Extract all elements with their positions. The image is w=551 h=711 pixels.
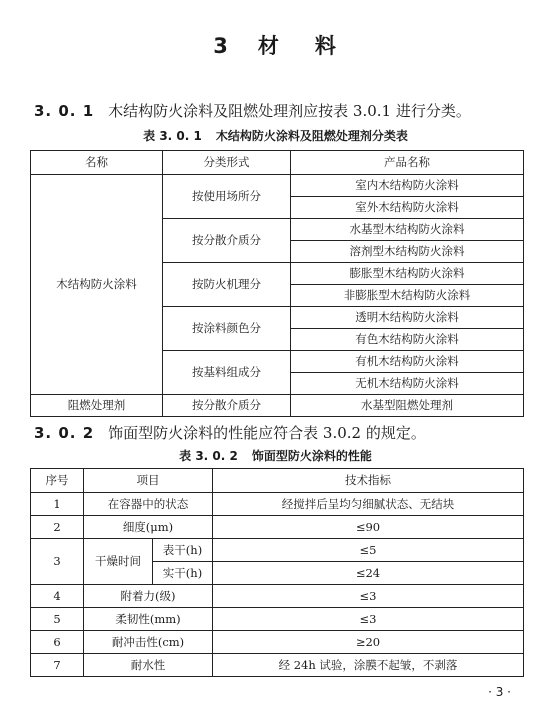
spec-cell: ≥20 [213,631,524,654]
table-row [31,175,524,197]
product-cell: 水基型木结构防火涂料 [291,219,524,241]
item-cell: 柔韧性(mm) [84,608,213,631]
table-header-row [31,469,524,493]
page-number: · 3 · [488,685,511,699]
table-header-row [31,151,524,175]
table-caption-number: 表 3. 0. 1 [143,129,202,143]
product-cell: 膨胀型木结构防火涂料 [291,263,524,285]
no-cell: 5 [31,608,84,631]
item-cell: 细度(μm) [84,516,213,539]
item-cell: 干燥时间 [84,539,153,585]
table-caption-title: 木结构防火涂料及阻燃处理剂分类表 [215,129,408,143]
no-cell: 2 [31,516,84,539]
table-row [31,608,524,631]
product-cell: 非膨胀型木结构防火涂料 [291,285,524,307]
table-row [31,654,524,677]
spec-cell: ≤90 [213,516,524,539]
table-row [31,585,524,608]
spec-cell: ≤5 [213,539,524,562]
product-cell: 溶剂型木结构防火涂料 [291,241,524,263]
table-3-0-1-caption [0,127,551,144]
spec-cell: 经 24h 试验，涂膜不起皱，不剥落 [213,654,524,677]
product-cell: 室外木结构防火涂料 [291,197,524,219]
header-item: 项目 [84,469,213,493]
form-cell: 按基料组成分 [163,351,291,395]
header-name: 名称 [31,151,163,175]
item-cell: 在容器中的状态 [84,493,213,516]
clause-text: 木结构防火涂料及阻燃处理剂应按表 3.0.1 进行分类。 [108,102,471,120]
no-cell: 6 [31,631,84,654]
clause-number: 3. 0. 2 [34,424,95,442]
product-cell: 透明木结构防火涂料 [291,307,524,329]
chapter-title-char-2: 料 [314,34,338,58]
clause-number: 3. 0. 1 [34,102,95,120]
item-cell: 耐冲击性(cm) [84,631,213,654]
table-caption-title: 饰面型防火涂料的性能 [251,449,372,463]
sub-item-cell: 实干(h) [153,562,213,585]
table-3-0-2-caption [0,447,551,464]
item-cell: 附着力(级) [84,585,213,608]
form-cell: 按涂料颜色分 [163,307,291,351]
product-cell: 有机木结构防火涂料 [291,351,524,373]
performance-table [30,468,524,677]
header-product: 产品名称 [291,151,524,175]
group-name-cell: 阻燃处理剂 [31,395,163,417]
no-cell: 3 [31,539,84,585]
header-no: 序号 [31,469,84,493]
chapter-title [0,30,551,60]
product-cell: 水基型阻燃处理剂 [291,395,524,417]
chapter-number: 3 [213,34,230,58]
product-cell: 室内木结构防火涂料 [291,175,524,197]
table-row [31,539,524,562]
spec-cell: 经搅拌后呈均匀细腻状态、无结块 [213,493,524,516]
header-spec: 技术指标 [213,469,524,493]
spec-cell: ≤3 [213,585,524,608]
no-cell: 1 [31,493,84,516]
clause-text: 饰面型防火涂料的性能应符合表 3.0.2 的规定。 [108,424,426,442]
clause-3-0-2 [34,422,426,443]
no-cell: 4 [31,585,84,608]
chapter-title-char-1: 材 [257,34,281,58]
item-cell: 耐水性 [84,654,213,677]
sub-item-cell: 表干(h) [153,539,213,562]
table-row [31,493,524,516]
form-cell: 按分散介质分 [163,395,291,417]
form-cell: 按分散介质分 [163,219,291,263]
table-caption-number: 表 3. 0. 2 [179,449,238,463]
clause-3-0-1 [34,100,471,121]
group-name-cell: 木结构防火涂料 [31,175,163,395]
classification-table [30,150,524,417]
form-cell: 按防火机理分 [163,263,291,307]
spec-cell: ≤24 [213,562,524,585]
form-cell: 按使用场所分 [163,175,291,219]
product-cell: 无机木结构防火涂料 [291,373,524,395]
table-row [31,516,524,539]
spec-cell: ≤3 [213,608,524,631]
product-cell: 有色木结构防火涂料 [291,329,524,351]
table-row [31,631,524,654]
header-form: 分类形式 [163,151,291,175]
table-row [31,395,524,417]
no-cell: 7 [31,654,84,677]
